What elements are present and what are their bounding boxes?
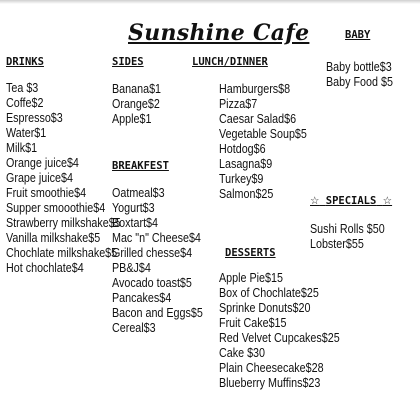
menu-item: Water$1 bbox=[6, 126, 47, 140]
menu-item: Grilled chesse$4 bbox=[112, 246, 193, 260]
menu-item: Tea $3 bbox=[6, 81, 39, 95]
desserts-section bbox=[219, 246, 359, 391]
menu-item: Sprinke Donuts$20 bbox=[219, 301, 311, 315]
specials-heading bbox=[310, 194, 397, 208]
star-icon: ☆ bbox=[382, 195, 393, 207]
menu-item: Box of Chochlate$25 bbox=[219, 286, 319, 300]
specials-list bbox=[310, 222, 397, 252]
sides-section bbox=[112, 55, 169, 127]
menu-item: Salmon$25 bbox=[219, 187, 274, 201]
menu-item: Orange$2 bbox=[112, 97, 160, 111]
menu-item: Cereal$3 bbox=[112, 321, 156, 335]
menu-item: Vegetable Soup$5 bbox=[219, 127, 307, 141]
menu-item: Mac "n" Cheese$4 bbox=[112, 231, 201, 245]
menu-item: Vanilla milkshake$5 bbox=[6, 231, 101, 245]
menu-item: Milk$1 bbox=[6, 141, 38, 155]
sides-heading: SIDES bbox=[112, 56, 144, 68]
menu-item: Plain Cheesecake$28 bbox=[219, 361, 324, 375]
menu-item: Apple Pie$15 bbox=[219, 271, 283, 285]
menu-item: Orange juice$4 bbox=[6, 156, 79, 170]
desserts-heading: DESSERTS bbox=[225, 247, 276, 259]
menu-item: Supper smooothie$4 bbox=[6, 201, 106, 215]
baby-section bbox=[326, 28, 404, 90]
menu-item: Caesar Salad$6 bbox=[219, 112, 297, 126]
menu-item: Apple$1 bbox=[112, 112, 152, 126]
menu-item: Hotdog$6 bbox=[219, 142, 266, 156]
baby-heading: BABY bbox=[345, 29, 371, 41]
menu-item: Baby bottle$3 bbox=[326, 60, 392, 74]
menu-item: Boxtart$4 bbox=[112, 216, 159, 230]
menu-item: Lasagna$9 bbox=[219, 157, 273, 171]
menu-item: Fruit smoothie$4 bbox=[6, 186, 87, 200]
menu-item: Yogurt$3 bbox=[112, 201, 155, 215]
lunch-dinner-list bbox=[219, 82, 321, 202]
menu-item: Avocado toast$5 bbox=[112, 276, 192, 290]
menu-item: PB&J$4 bbox=[112, 261, 151, 275]
menu-item: Lobster$55 bbox=[310, 237, 364, 251]
menu-item: Coffe$2 bbox=[6, 96, 44, 110]
sides-list bbox=[112, 82, 169, 127]
menu-item: Hot chochlate$4 bbox=[6, 261, 84, 275]
menu-item: Pizza$7 bbox=[219, 97, 258, 111]
menu-item: Strawberry milkshake$5 bbox=[6, 216, 121, 230]
breakfast-list bbox=[112, 186, 218, 336]
menu-item: Bacon and Eggs$5 bbox=[112, 306, 203, 320]
menu-item: Blueberry Muffins$23 bbox=[219, 376, 321, 390]
menu-item: Grape juice$4 bbox=[6, 171, 73, 185]
menu-item: Fruit Cake$15 bbox=[219, 316, 287, 330]
specials-heading-label: SPECIALS bbox=[325, 195, 377, 207]
breakfast-heading: BREAKFEST bbox=[112, 160, 169, 172]
menu-item: Baby Food $5 bbox=[326, 75, 393, 89]
menu-item: Cake $30 bbox=[219, 346, 266, 360]
menu-item: Hamburgers$8 bbox=[219, 82, 291, 96]
lunch-dinner-heading: LUNCH/DINNER bbox=[192, 56, 268, 68]
baby-list bbox=[326, 60, 404, 90]
specials-section bbox=[310, 194, 397, 252]
desserts-list bbox=[219, 271, 359, 391]
menu-item: Chochlate milkshake$5 bbox=[6, 246, 118, 260]
menu-item: Espresso$3 bbox=[6, 111, 63, 125]
menu-item: Oatmeal$3 bbox=[112, 186, 165, 200]
page-title: Sunshine Cafe bbox=[128, 20, 310, 46]
menu-item: Sushi Rolls $50 bbox=[310, 222, 385, 236]
menu-item: Banana$1 bbox=[112, 82, 162, 96]
menu-item: Turkey$9 bbox=[219, 172, 264, 186]
star-icon: ☆ bbox=[310, 195, 320, 207]
top-divider bbox=[0, 0, 420, 4]
lunch-dinner-section bbox=[192, 55, 321, 202]
menu-item: Red Velvet Cupcakes$25 bbox=[219, 331, 340, 345]
drinks-heading: DRINKS bbox=[6, 56, 44, 68]
menu-item: Pancakes$4 bbox=[112, 291, 172, 305]
